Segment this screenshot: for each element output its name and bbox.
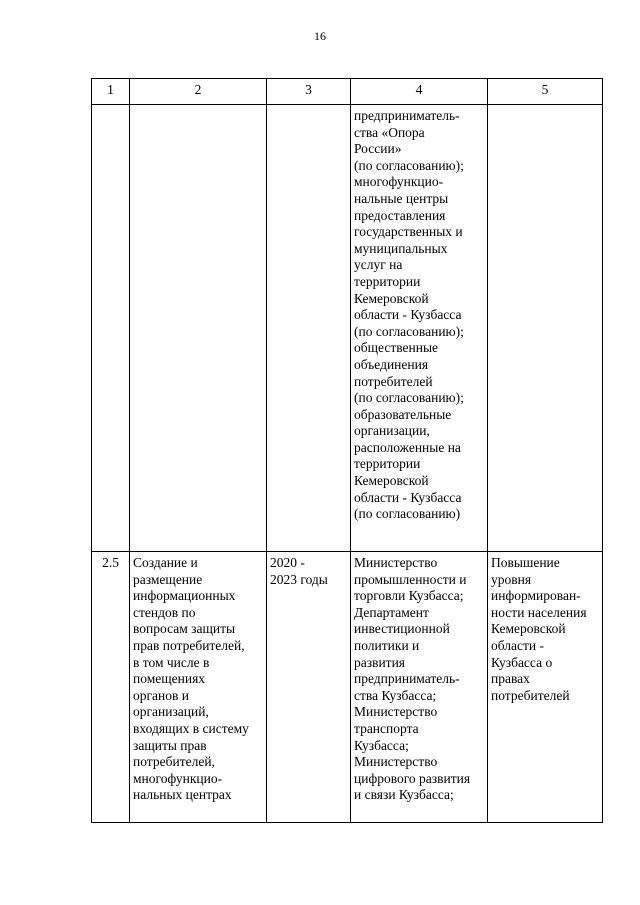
header-col-3: 3 — [267, 79, 351, 105]
cont-cell-1 — [92, 105, 130, 552]
text-line: стендов по — [133, 604, 196, 620]
text-line: организации, — [354, 423, 430, 439]
text-line: промышленности и — [354, 571, 467, 587]
text-line: Департамент — [354, 604, 429, 620]
cont-cell-5 — [488, 105, 603, 552]
row-2-5-measure — [130, 552, 267, 823]
text-line: Кузбасса о — [491, 654, 553, 670]
row-2-5-number: 2.5 — [92, 552, 130, 823]
text-line: Министерство — [354, 555, 438, 570]
cont-cell-4-text — [354, 108, 484, 523]
text-line: муниципальных — [354, 240, 448, 256]
text-line: потребителей, — [133, 754, 215, 770]
text-line: ства Кузбасса; — [354, 687, 437, 703]
row-2-5-result-text — [491, 555, 599, 704]
text-line: организаций, — [133, 704, 209, 720]
text-line: информационных — [133, 588, 236, 604]
row-2-5-executors — [351, 552, 488, 823]
text-line: России» — [354, 141, 402, 157]
text-line: и связи Кузбасса; — [354, 787, 454, 803]
text-line: прав потребителей, — [133, 637, 245, 653]
text-line: Кемеровской — [354, 473, 429, 489]
text-line: многофункцио- — [354, 174, 444, 190]
table-header-row — [92, 79, 603, 105]
text-line: нальных центрах — [133, 787, 232, 803]
text-line: инвестиционной — [354, 621, 450, 637]
text-line: Повышение — [491, 555, 560, 570]
text-line: Кемеровской — [491, 621, 566, 637]
text-line: вопросам защиты — [133, 621, 236, 637]
text-line: Министерство — [354, 704, 438, 720]
text-line: образовательные — [354, 406, 452, 422]
row-2-5-result — [488, 552, 603, 823]
text-line: размещение — [133, 571, 203, 587]
text-line: органов и — [133, 687, 189, 703]
text-line: торговли Кузбасса; — [354, 588, 464, 604]
text-line: транспорта — [354, 720, 419, 736]
text-line: области - — [491, 637, 544, 653]
text-line: (по согласованию) — [354, 506, 461, 522]
text-line: расположенные на — [354, 439, 461, 455]
text-line: предприниматель- — [354, 671, 460, 687]
text-line: Министерство — [354, 754, 438, 770]
row-2-5-period — [267, 552, 351, 823]
header-col-2: 2 — [130, 79, 267, 105]
row-2-5-period-text — [270, 555, 347, 588]
table-row-continuation — [92, 105, 603, 552]
text-line: ства «Опора — [354, 124, 425, 140]
header-col-1: 1 — [92, 79, 130, 105]
text-line: государственных и — [354, 224, 463, 240]
table-row-2-5 — [92, 552, 603, 823]
text-line: развития — [354, 654, 406, 670]
measures-table — [91, 78, 603, 823]
row-2-5-executors-text — [354, 555, 484, 804]
text-line: 2023 годы — [270, 571, 328, 587]
text-line: в том числе в — [133, 654, 210, 670]
text-line: области - Кузбасса — [354, 489, 462, 505]
text-line: правах — [491, 671, 530, 687]
text-line: территории — [354, 456, 421, 472]
text-line: предприниматель- — [354, 108, 460, 123]
text-line: ности населения — [491, 604, 587, 620]
text-line: Кемеровской — [354, 290, 429, 306]
cont-cell-4 — [351, 105, 488, 552]
text-line: многофункцио- — [133, 770, 223, 786]
text-line: общественные — [354, 340, 439, 356]
text-line: защиты прав — [133, 737, 207, 753]
text-line: (по согласованию); — [354, 390, 464, 406]
row-2-5-measure-text — [133, 555, 263, 804]
text-line: (по согласованию); — [354, 157, 464, 173]
text-line: информирован- — [491, 588, 581, 604]
text-line: потребителей — [354, 373, 433, 389]
text-line: Кузбасса; — [354, 737, 409, 753]
cont-cell-2 — [130, 105, 267, 552]
text-line: нальные центры — [354, 190, 449, 206]
text-line: потребителей — [491, 687, 570, 703]
text-line: цифрового развития — [354, 770, 471, 786]
text-line: политики и — [354, 637, 420, 653]
text-line: объединения — [354, 356, 429, 372]
text-line: помещениях — [133, 671, 206, 687]
page-number: 16 — [314, 29, 326, 43]
text-line: (по согласованию); — [354, 323, 464, 339]
text-line: услуг на — [354, 257, 403, 273]
text-line: 2020 - — [270, 555, 305, 570]
header-col-4: 4 — [351, 79, 488, 105]
cont-cell-3 — [267, 105, 351, 552]
text-line: входящих в систему — [133, 720, 249, 736]
text-line: уровня — [491, 571, 532, 587]
text-line: области - Кузбасса — [354, 307, 462, 323]
text-line: Создание и — [133, 555, 198, 570]
text-line: предоставления — [354, 207, 446, 223]
text-line: территории — [354, 273, 421, 289]
header-col-5: 5 — [488, 79, 603, 105]
